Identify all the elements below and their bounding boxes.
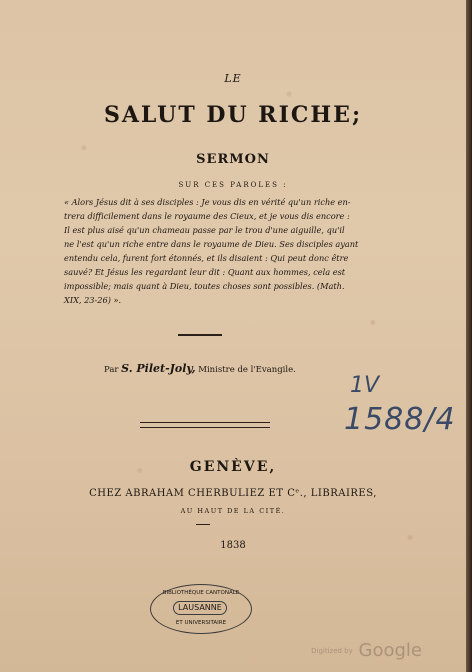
author-name: S. Pilet-Joly, [121, 362, 196, 375]
handwritten-call-number: 1588/4 [344, 402, 456, 437]
divider-rule-small [196, 524, 210, 525]
page-edge [466, 0, 472, 672]
imprint-city: GENÈVE, [189, 459, 277, 475]
watermark-brand: Google [358, 640, 422, 661]
quote-line: « Alors Jésus dit à ses disciples : Je vous dis en vérité qu'un riche en- [64, 197, 351, 207]
imprint-address: AU HAUT DE LA CITÉ. [180, 507, 286, 515]
page-title: SALUT DU RICHE; [103, 102, 363, 128]
subtitle-sur-ces-paroles: SUR CES PAROLES : [178, 181, 288, 189]
handwritten-shelfmark: 1V [350, 373, 380, 398]
stamp-bottom-text: ET UNIVERSITAIRE [175, 620, 227, 626]
library-stamp [150, 584, 252, 634]
quote-line: XIX, 23-26) ». [64, 295, 122, 305]
author-line [104, 362, 296, 375]
scripture-quote [64, 195, 364, 307]
ornament-divider [140, 422, 270, 428]
quote-line: ne l'est qu'un riche entre dans le royaume de Dieu. Ses disciples ayant [64, 239, 359, 249]
quote-line: impossible; mais quant à Dieu, toutes choses sont possibles. (Math. [64, 281, 345, 291]
stamp-top-text: BIBLIOTHÈQUE CANTONALE [162, 590, 240, 596]
title-article: LE [224, 72, 242, 85]
subtitle-sermon: SERMON [196, 152, 270, 167]
imprint-year: 1838 [220, 540, 246, 551]
par-prefix: Par [104, 365, 119, 375]
divider-rule [178, 334, 222, 336]
imprint-publisher: CHEZ ABRAHAM CHERBULIEZ ET Cᵉ., LIBRAIRES, [89, 488, 377, 499]
stamp-center-text: LAUSANNE [173, 601, 227, 615]
quote-line: sauvé? Et Jésus les regardant leur dit : Quant aux hommes, cela est [64, 267, 346, 277]
quote-line: Il est plus aisé qu'un chameau passe par le trou d'une aiguille, qu'il [64, 225, 345, 235]
author-role: Ministre de l'Evangile. [198, 365, 296, 375]
quote-line: entendu cela, furent fort étonnés, et ils disaient : Qui peut donc être [64, 253, 349, 263]
quote-line: trera difficilement dans le royaume des Cieux, et je vous dis encore : [64, 211, 350, 221]
google-watermark [311, 640, 422, 661]
watermark-prefix: Digitized by [311, 647, 353, 655]
